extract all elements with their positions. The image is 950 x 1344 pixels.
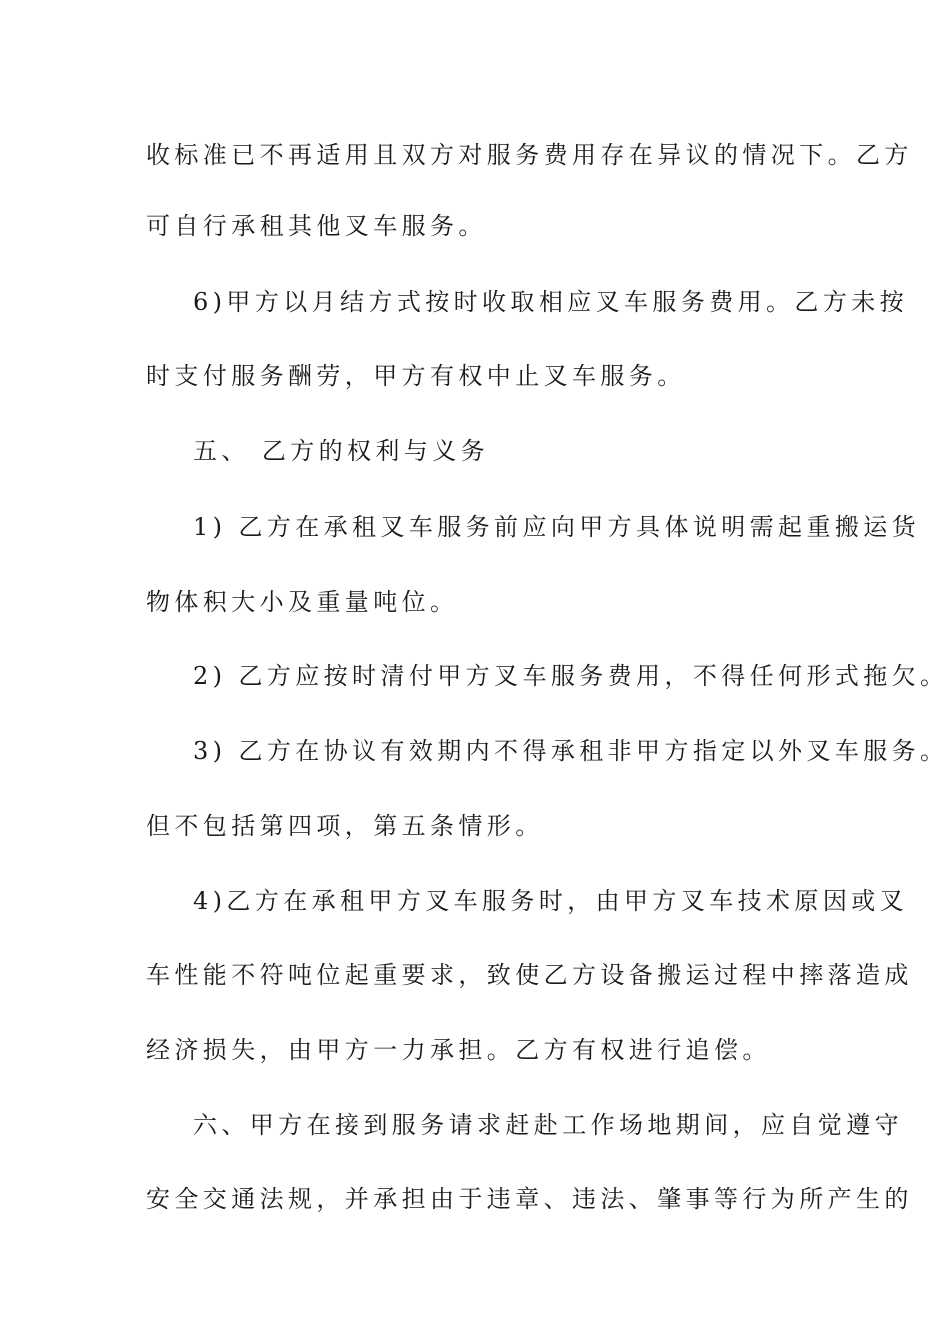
section-heading: 五、 乙方的权利与义务 (193, 437, 490, 465)
paragraph-line: 但不包括第四项，第五条情形。 (146, 812, 544, 840)
paragraph-line: 车性能不符吨位起重要求，致使乙方设备搬运过程中摔落造成 (146, 961, 913, 989)
paragraph-line: 2) 乙方应按时清付甲方叉车服务费用，不得任何形式拖欠。 (193, 662, 949, 690)
paragraph-line: 收标准已不再适用且双方对服务费用存在异议的情况下。乙方 (146, 141, 913, 169)
section-heading: 六、甲方在接到服务请求赶赴工作场地期间，应自觉遵守 (193, 1111, 903, 1139)
paragraph-line: 4)乙方在承租甲方叉车服务时，由甲方叉车技术原因或叉 (193, 887, 909, 915)
paragraph-line: 经济损失，由甲方一力承担。乙方有权进行追偿。 (146, 1036, 771, 1064)
paragraph-line: 可自行承租其他叉车服务。 (146, 212, 487, 240)
paragraph-line: 6)甲方以月结方式按时收取相应叉车服务费用。乙方未按 (193, 288, 909, 316)
paragraph-line: 3) 乙方在协议有效期内不得承租非甲方指定以外叉车服务。 (193, 737, 949, 765)
paragraph-line: 物体积大小及重量吨位。 (146, 588, 459, 616)
paragraph-line: 1) 乙方在承租叉车服务前应向甲方具体说明需起重搬运货 (193, 513, 921, 541)
paragraph-line: 时支付服务酬劳，甲方有权中止叉车服务。 (146, 362, 686, 390)
paragraph-line: 安全交通法规，并承担由于违章、违法、肇事等行为所产生的 (146, 1185, 913, 1213)
